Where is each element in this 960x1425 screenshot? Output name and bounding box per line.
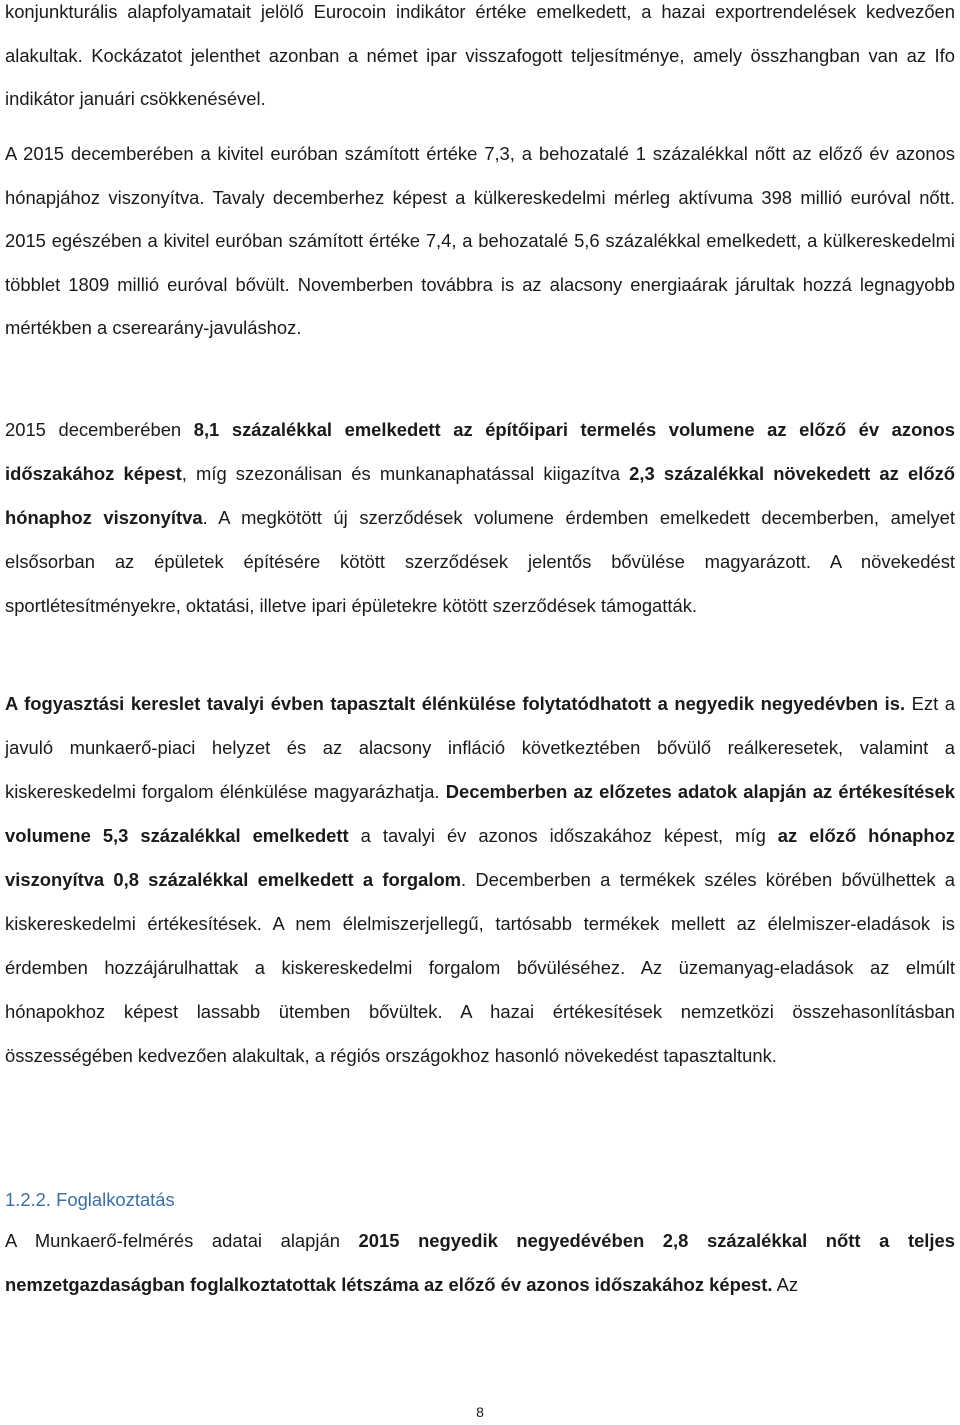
paragraph-consumption bbox=[5, 682, 955, 1078]
page-number: 8 bbox=[476, 1404, 484, 1420]
bold-segment: az előző hónaphoz viszonyítva 0,8 százalékkal emelkedett a forgalom bbox=[5, 825, 955, 890]
text-segment: A Munkaerő-felmérés adatai alapján bbox=[5, 1230, 359, 1251]
text-segment: Ezt a javuló munkaerő-piaci helyzet és az alacsony infláció következtében bővülő reálkeresetek, valamint a kiskereskedelmi forgalom élénkülése magyarázhatja. bbox=[5, 693, 955, 802]
bold-segment: 2015 negyedik negyedévében 2,8 százalékkal nőtt a teljes nemzetgazdaságban foglalkoztatottak létszáma az előző év azonos időszakához képest. bbox=[5, 1230, 955, 1295]
text-segment: . Decemberben a termékek széles körében bővülhettek a kiskereskedelmi értékesítések. A nem élelmiszerjellegű, tartósabb termékek mellett az élelmiszer-eladások is érdemben hozzájárulhattak a kiskereskedelmi forgalom bővüléséhez. Az üzemanyag-eladások az elmúlt hónapokhoz képest lassabb ütemben bővültek. A hazai értékesítések nemzetközi összehasonlításban összességében kedvezően alakultak, a régiós országokhoz hasonló növekedést tapasztaltunk. bbox=[5, 869, 955, 1066]
section-heading: 1.2.2. Foglalkoztatás bbox=[5, 1189, 175, 1210]
paragraph-employment bbox=[5, 1219, 955, 1307]
text-segment: . A megkötött új szerződések volumene érdemben emelkedett decemberben, amelyet elsősorban az épületek építésére kötött szerződések jelentős bővülése magyarázott. A növekedést sportlétesítményekre, oktatási, illetve ipari épületekre kötött szerződések támogatták. bbox=[5, 507, 955, 616]
text-segment: Az bbox=[772, 1274, 799, 1295]
text-segment: a tavalyi év azonos időszakához képest, míg bbox=[348, 825, 778, 846]
bold-segment: A fogyasztási kereslet tavalyi évben tapasztalt élénkülése folytatódhatott a negyedik negyedévben is. bbox=[5, 693, 906, 714]
text-segment: , míg szezonálisan és munkanaphatással kiigazítva bbox=[181, 463, 630, 484]
bold-segment: 2,3 százalékkal növekedett az előző hónaphoz viszonyítva bbox=[5, 463, 955, 528]
bold-segment: 8,1 százalékkal emelkedett az építőipari termelés volumene az előző év azonos időszakához képest bbox=[5, 419, 956, 484]
bold-segment: Decemberben az előzetes adatok alapján az értékesítések volumene 5,3 százalékkal emelkedett bbox=[5, 781, 955, 846]
paragraph-foreign-trade: A 2015 decemberében a kivitel euróban számított értéke 7,3, a behozatalé 1 százalékkal nőtt az előző év azonos hónapjához viszonyítva. Tavaly decemberhez képest a külkereskedelmi mérleg aktívuma 398 millió euróval nőtt. 2015 egészében a kivitel euróban számított értéke 7,4, a behozatalé 5,6 százalékkal emelkedett, a külkereskedelmi többlet 1809 millió euróval bővült. Novemberben továbbra is az alacsony energiaárak járultak hozzá legnagyobb mértékben a cserearány-javuláshoz. bbox=[5, 143, 955, 338]
paragraph-construction bbox=[5, 408, 955, 628]
text-segment: 2015 decemberében bbox=[5, 419, 194, 440]
paragraph-eurocoin: konjunkturális alapfolyamatait jelölő Eurocoin indikátor értéke emelkedett, a hazai exportrendelések kedvezően alakultak. Kockázatot jelenthet azonban a német ipar visszafogott teljesítménye, amely összhangban van az Ifo indikátor januári csökkenésével. bbox=[5, 1, 955, 109]
